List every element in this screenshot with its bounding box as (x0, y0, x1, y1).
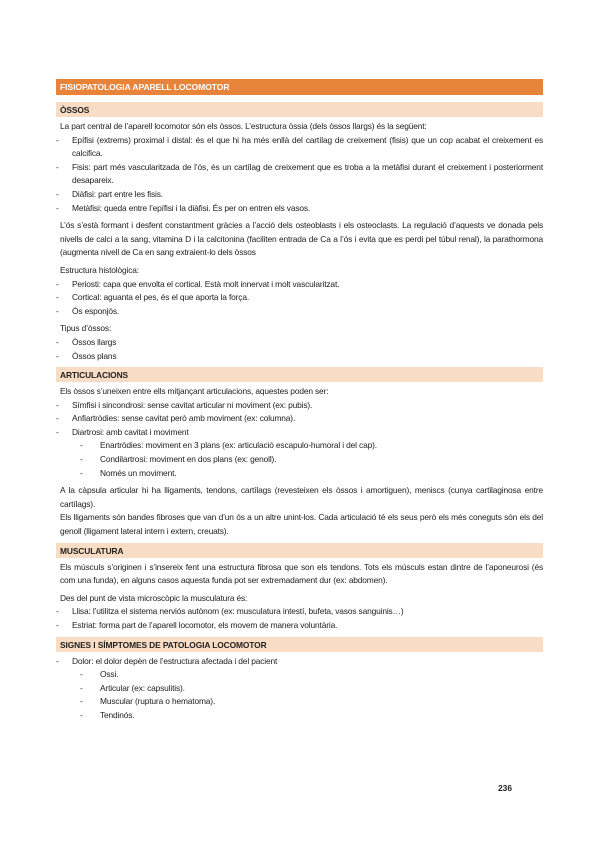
microscopic-label: Des del punt de vista microscòpic la musculatura és: (60, 592, 248, 603)
list-item: - Metàfisi: queda entre l’epífisi i la diàfisi. És per on entren els vasos. (56, 202, 543, 216)
sub-list-item: - Tendinós. (56, 709, 543, 723)
document-title: FISIOPATOLOGIA APARELL LOCOMOTOR (56, 79, 543, 95)
list-item: - Dolor: el dolor depèn de l’estructura afectada i del pacient (56, 655, 543, 669)
list-item: - Cortical: aguanta el pes, és el que aporta la força. (56, 291, 543, 305)
ossos-intro: La part central de l’aparell locomotor són els òssos. L’estructura òssia (dels òssos llargs) és la següent: (60, 121, 427, 131)
section-heading-musculatura: MUSCULATURA (56, 543, 543, 558)
sub-list-item: - Muscular (ruptura o hematoma). (56, 695, 543, 709)
list-item: - Periosti: capa que envolta el cortical. Està molt innervat i molt vascularitzat. (56, 278, 543, 292)
list-item: - Diartrosi: amb cavitat i moviment (56, 426, 543, 440)
list-item: - Epífisi (extrems) proximal i distal: és el que hi ha més enllà del cartílag de creixement (fisis) que un cop acabat el creixement es calcifica. (56, 134, 543, 161)
ossos-formation-paragraph: L’ós s’està formant i desfent constantment gràcies a l’acció dels osteoblasts i els osteoclasts. La regulació d’aquests ve donada pels nivells de calci a la sang, vitamina D i la calcitonina (faciliten entrada de Ca a l’ós i evita que es perdi pel túbul renal), la parathormona (augmenta nivell de Ca en sang extraient-lo dels òssos (60, 220, 543, 258)
list-item: - Fisis: part més vascularitzada de l’ós, és un cartílag de creixement que es troba a la metàfisi durant el creixement i posteriorment desapareix. (56, 161, 543, 188)
articulacions-intro: Els òssos s’uneixen entre ells mitjançant articulacions, aquestes poden ser: (60, 386, 329, 397)
list-item: - Òssos llargs (56, 336, 543, 350)
list-item: - Símfisi i sincondrosi: sense cavitat articular ni moviment (ex: pubis). (56, 399, 543, 413)
page-content (56, 79, 543, 723)
bone-types-label: Tipus d’òssos: (60, 323, 112, 334)
list-item: - Diàfisi: part entre les fisis. (56, 188, 543, 202)
sub-list-item: - Només un moviment. (56, 467, 543, 481)
sub-list-item: - Condilartrosi: moviment en dos plans (ex: genoll). (56, 453, 543, 467)
list-item: - Òssos plans (56, 350, 543, 364)
section-heading-signes: SIGNES I SÍMPTOMES DE PATOLOGIA LOCOMOTOR (56, 637, 543, 652)
page-number: 236 (498, 783, 512, 793)
section-heading-ossos: ÒSSOS (56, 102, 543, 117)
musculatura-intro: Els múscuIs s’originen i s’insereix fent una estructura fibrosa que son els tendons. Tots els músculs estan dintre de l’aponeurosi (és com una funda), en alguns casos aquesta funda pot ser extremadament dur (ex: abdomen). (60, 561, 543, 586)
sub-list-item: - Enartròdies: moviment en 3 plans (ex: articulació escapulo-humoral i del cap). (56, 439, 543, 453)
sub-list-item: - Ossi. (56, 668, 543, 682)
capsula-paragraph: A la càpsula articular hi ha lligaments, tendons, cartílags (revesteixen els òssos i amortiguen), meniscs (cunya cartilaginosa entre cartílags). (60, 485, 543, 509)
list-item: - Estriat: forma part de l’aparell locomotor, els movem de manera voluntària. (56, 619, 543, 633)
list-item: - Llisa: l’utilitza el sistema nerviós autònom (ex: musculatura intestí, bufeta, vasos sanguinis…) (56, 605, 543, 619)
histology-label: Estructura histològica: (60, 264, 139, 275)
sub-list-item: - Articular (ex: capsulitis). (56, 682, 543, 696)
list-item: - Ós esponjós. (56, 305, 543, 319)
lligaments-paragraph: Els lligaments són bandes fibroses que van d’un ós a un altre unint-los. Cada articulació té els seus però els més coneguts són els del genoll (lligament lateral intern i extern, creuats). (60, 512, 543, 537)
section-heading-articulacions: ARTICULACIONS (56, 367, 543, 382)
list-item: - Anfiartròdies: sense cavitat però amb moviment (ex: columna). (56, 412, 543, 426)
